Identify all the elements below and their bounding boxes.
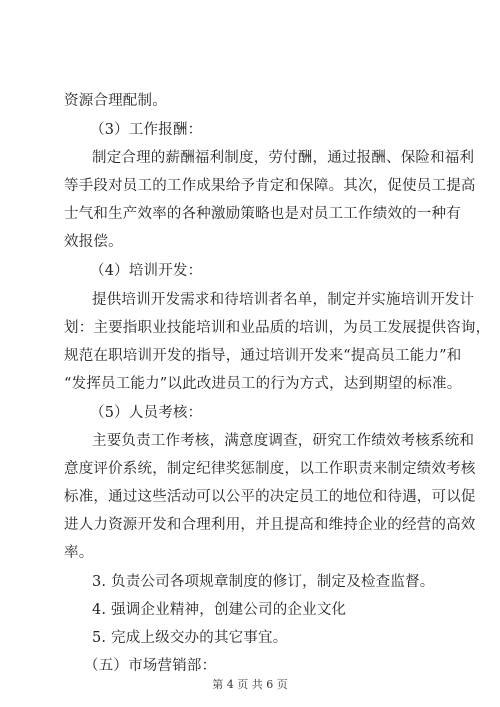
section-heading: （五）市场营销部：: [84, 658, 217, 674]
paragraph-line: 标准，通过这些活动可以公平的决定员工的地位和待遇，可以促: [64, 489, 476, 505]
paragraph-line: 提供培训开发需求和待培训者名单，制定并实施培训开发计: [92, 292, 475, 308]
list-item: 3. 负责公司各项规章制度的修订，制定及检查监督。: [92, 574, 435, 590]
paragraph-line: 效报偿。: [64, 234, 123, 250]
paragraph-line: “发挥员工能力”以此改进员工的行为方式，达到期望的标准。: [64, 376, 462, 392]
paragraph-line: 主要负责工作考核，满意度调查，研究工作绩效考核系统和: [92, 433, 475, 449]
section-heading: （4）培训开发：: [90, 263, 203, 279]
paragraph-line: 意度评价系统，制定纪律奖惩制度，以工作职责来制定绩效考核: [64, 461, 476, 477]
paragraph-line: 率。: [64, 545, 94, 561]
list-item: 4. 强调企业精神，创建公司的企业文化: [92, 602, 347, 618]
paragraph-line: 士气和生产效率的各种激励策略也是对员工工作绩效的一种有: [64, 206, 461, 222]
section-heading: （5）人员考核：: [90, 405, 203, 421]
section-heading: （3）工作报酬：: [90, 122, 203, 138]
paragraph-line: 划：主要指职业技能培训和业品质的培训，为员工发展提供咨询，: [64, 320, 491, 336]
paragraph-line: 资源合理配制。: [64, 93, 167, 109]
paragraph-line: 等手段对员工的工作成果给予肯定和保障。其次，促使员工提高: [64, 178, 476, 194]
paragraph-line: 规范在职培训开发的指导，通过培训开发来“提高员工能力”和: [64, 348, 462, 364]
paragraph-line: 进人力资源开发和合理利用，并且提高和维持企业的经营的高效: [64, 517, 476, 533]
page-number-footer: 第 4 页 共 6 页: [212, 678, 288, 691]
paragraph-line: 制定合理的薪酬福利制度，劳付酬，通过报酬、保险和福利: [92, 150, 475, 166]
list-item: 5. 完成上级交办的其它事宜。: [92, 630, 288, 646]
